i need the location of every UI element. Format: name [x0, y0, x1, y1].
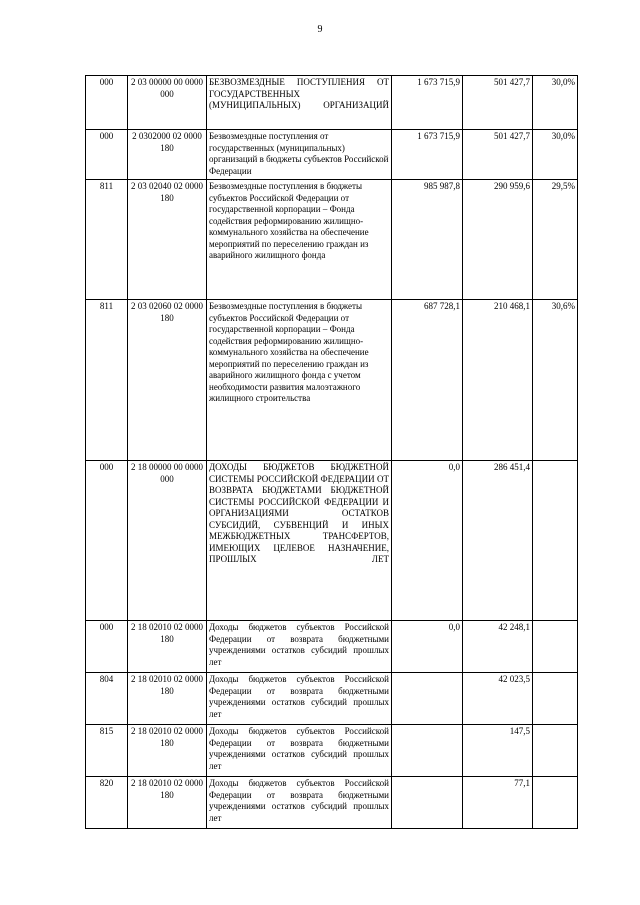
- plan-amount-cell: [392, 673, 463, 725]
- actual-amount-cell: 286 451,4: [463, 461, 533, 621]
- budget-code-cell: 2 03 02040 02 0000 180: [128, 180, 207, 300]
- plan-amount-cell: 0,0: [392, 461, 463, 621]
- plan-amount-cell: 985 987,8: [392, 180, 463, 300]
- budget-code-cell: 2 18 02010 02 0000 180: [128, 621, 207, 673]
- page-number: 9: [317, 24, 323, 35]
- admin-code-cell: 000: [86, 76, 128, 130]
- actual-amount-cell: 77,1: [463, 777, 533, 829]
- execution-percent-cell: 30,0%: [533, 76, 578, 130]
- actual-amount-cell: 42 023,5: [463, 673, 533, 725]
- table-row: [86, 621, 578, 673]
- actual-amount-cell: 290 959,6: [463, 180, 533, 300]
- revenue-name-cell: Доходы бюджетов субъектов Российской Федерации от возврата бюджетными учреждениями остатков субсидий прошлых лет: [207, 621, 392, 673]
- execution-percent-cell: [533, 725, 578, 777]
- revenue-table: [85, 75, 578, 829]
- budget-code-cell: 2 18 02010 02 0000 180: [128, 777, 207, 829]
- execution-percent-cell: [533, 673, 578, 725]
- admin-code-cell: 000: [86, 130, 128, 180]
- actual-amount-cell: 147,5: [463, 725, 533, 777]
- budget-code-cell: 2 0302000 02 0000 180: [128, 130, 207, 180]
- table-row: [86, 673, 578, 725]
- table-row: [86, 725, 578, 777]
- revenue-name-cell: Безвозмездные поступления в бюджеты субъектов Российской Федерации от государственной корпорации – Фонда содействия реформированию жилищно-коммунального хозяйства на обеспечение мероприятий по переселению граждан из аварийного жилищного фонда: [207, 180, 392, 300]
- admin-code-cell: 000: [86, 461, 128, 621]
- revenue-name-cell: Доходы бюджетов субъектов Российской Федерации от возврата бюджетными учреждениями остатков субсидий прошлых лет: [207, 725, 392, 777]
- admin-code-cell: 820: [86, 777, 128, 829]
- revenue-name-cell: Доходы бюджетов субъектов Российской Федерации от возврата бюджетными учреждениями остатков субсидий прошлых лет: [207, 777, 392, 829]
- revenue-name-cell: Безвозмездные поступления от государственных (муниципальных) организаций в бюджеты субъектов Российской Федерации: [207, 130, 392, 180]
- table-row: [86, 130, 578, 180]
- revenue-name-cell: БЕЗВОЗМЕЗДНЫЕ ПОСТУПЛЕНИЯ ОТ ГОСУДАРСТВЕННЫХ (МУНИЦИПАЛЬНЫХ) ОРГАНИЗАЦИЙ: [207, 76, 392, 130]
- budget-code-cell: 2 18 00000 00 0000 000: [128, 461, 207, 621]
- plan-amount-cell: 0,0: [392, 621, 463, 673]
- plan-amount-cell: [392, 777, 463, 829]
- budget-code-cell: 2 03 00000 00 0000 000: [128, 76, 207, 130]
- execution-percent-cell: 30,0%: [533, 130, 578, 180]
- budget-code-cell: 2 03 02060 02 0000 180: [128, 300, 207, 461]
- budget-code-cell: 2 18 02010 02 0000 180: [128, 725, 207, 777]
- admin-code-cell: 811: [86, 180, 128, 300]
- table-row: [86, 76, 578, 130]
- plan-amount-cell: 687 728,1: [392, 300, 463, 461]
- execution-percent-cell: 30,6%: [533, 300, 578, 461]
- actual-amount-cell: 42 248,1: [463, 621, 533, 673]
- plan-amount-cell: [392, 725, 463, 777]
- execution-percent-cell: [533, 461, 578, 621]
- revenue-name-cell: Безвозмездные поступления в бюджеты субъектов Российской Федерации от государственной корпорации – Фонда содействия реформированию жилищно-коммунального хозяйства на обеспечение мероприятий по переселению граждан из аварийного жилищного фонда с учетом необходимости развития малоэтажного жилищного строительства: [207, 300, 392, 461]
- table-row: [86, 461, 578, 621]
- actual-amount-cell: 210 468,1: [463, 300, 533, 461]
- actual-amount-cell: 501 427,7: [463, 130, 533, 180]
- execution-percent-cell: 29,5%: [533, 180, 578, 300]
- execution-percent-cell: [533, 777, 578, 829]
- table-row: [86, 300, 578, 461]
- revenue-name-cell: Доходы бюджетов субъектов Российской Федерации от возврата бюджетными учреждениями остатков субсидий прошлых лет: [207, 673, 392, 725]
- table-row: [86, 777, 578, 829]
- admin-code-cell: 000: [86, 621, 128, 673]
- admin-code-cell: 811: [86, 300, 128, 461]
- plan-amount-cell: 1 673 715,9: [392, 130, 463, 180]
- table-row: [86, 180, 578, 300]
- actual-amount-cell: 501 427,7: [463, 76, 533, 130]
- admin-code-cell: 815: [86, 725, 128, 777]
- plan-amount-cell: 1 673 715,9: [392, 76, 463, 130]
- revenue-name-cell: ДОХОДЫ БЮДЖЕТОВ БЮДЖЕТНОЙ СИСТЕМЫ РОССИЙСКОЙ ФЕДЕРАЦИИ ОТ ВОЗВРАТА БЮДЖЕТАМИ БЮДЖЕТНОЙ СИСТЕМЫ РОССИЙСКОЙ ФЕДЕРАЦИИ И ОРГАНИЗАЦИЯМИ ОСТАТКОВ СУБСИДИЙ, СУБВЕНЦИЙ И ИНЫХ МЕЖБЮДЖЕТНЫХ ТРАНСФЕРТОВ, ИМЕЮЩИХ ЦЕЛЕВОЕ НАЗНАЧЕНИЕ, ПРОШЛЫХ ЛЕТ: [207, 461, 392, 621]
- admin-code-cell: 804: [86, 673, 128, 725]
- budget-code-cell: 2 18 02010 02 0000 180: [128, 673, 207, 725]
- execution-percent-cell: [533, 621, 578, 673]
